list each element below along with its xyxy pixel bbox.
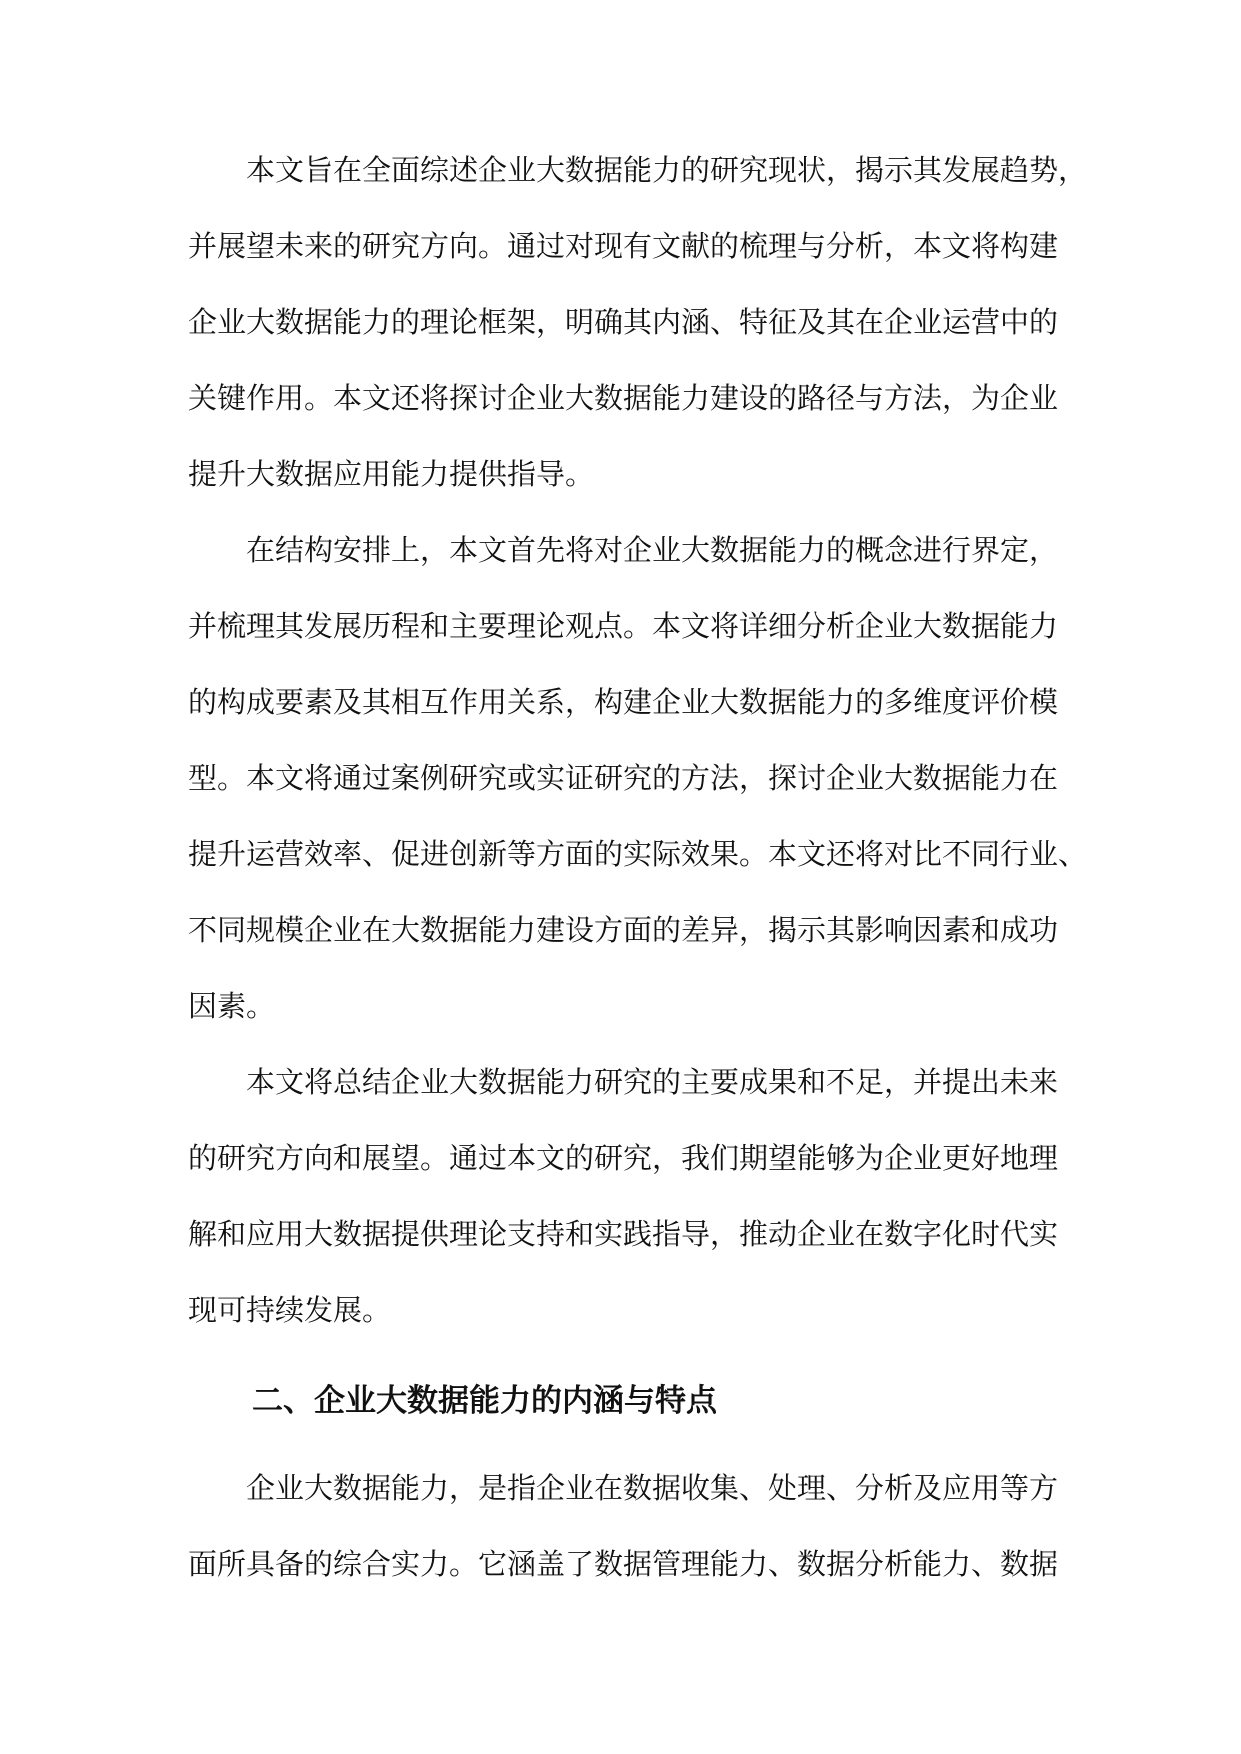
- paragraph-2-line-5: 提升运营效率、促进创新等方面的实际效果。本文还将对比不同行业、: [188, 837, 1088, 871]
- paragraph-1-line-3: 企业大数据能力的理论框架，明确其内涵、特征及其在企业运营中的: [188, 305, 1059, 339]
- section-paragraph-line-2: 面所具备的综合实力。它涵盖了数据管理能力、数据分析能力、数据: [188, 1547, 1059, 1581]
- paragraph-3-line-1: 本文将总结企业大数据能力研究的主要成果和不足，并提出未来: [246, 1065, 1059, 1099]
- paragraph-2-line-1: 在结构安排上，本文首先将对企业大数据能力的概念进行界定，: [246, 533, 1059, 567]
- paragraph-2-line-2: 并梳理其发展历程和主要理论观点。本文将详细分析企业大数据能力: [188, 609, 1059, 643]
- section-paragraph-line-1: 企业大数据能力，是指企业在数据收集、处理、分析及应用等方: [246, 1471, 1059, 1505]
- paragraph-1-line-1: 本文旨在全面综述企业大数据能力的研究现状，揭示其发展趋势，: [246, 153, 1088, 187]
- paragraph-3-line-2: 的研究方向和展望。通过本文的研究，我们期望能够为企业更好地理: [188, 1141, 1059, 1175]
- paragraph-1-line-5: 提升大数据应用能力提供指导。: [188, 457, 595, 491]
- paragraph-2-line-4: 型。本文将通过案例研究或实证研究的方法，探讨企业大数据能力在: [188, 761, 1059, 795]
- paragraph-2-line-7: 因素。: [188, 989, 276, 1023]
- paragraph-1-line-2: 并展望未来的研究方向。通过对现有文献的梳理与分析，本文将构建: [188, 229, 1059, 263]
- paragraph-1-line-4: 关键作用。本文还将探讨企业大数据能力建设的路径与方法，为企业: [188, 381, 1059, 415]
- paragraph-3-line-3: 解和应用大数据提供理论支持和实践指导，推动企业在数字化时代实: [188, 1217, 1059, 1251]
- paragraph-2-line-3: 的构成要素及其相互作用关系，构建企业大数据能力的多维度评价模: [188, 685, 1059, 719]
- paragraph-2-line-6: 不同规模企业在大数据能力建设方面的差异，揭示其影响因素和成功: [188, 913, 1059, 947]
- section-heading: 二、企业大数据能力的内涵与特点: [252, 1383, 717, 1419]
- paragraph-3-line-4: 现可持续发展。: [188, 1293, 392, 1327]
